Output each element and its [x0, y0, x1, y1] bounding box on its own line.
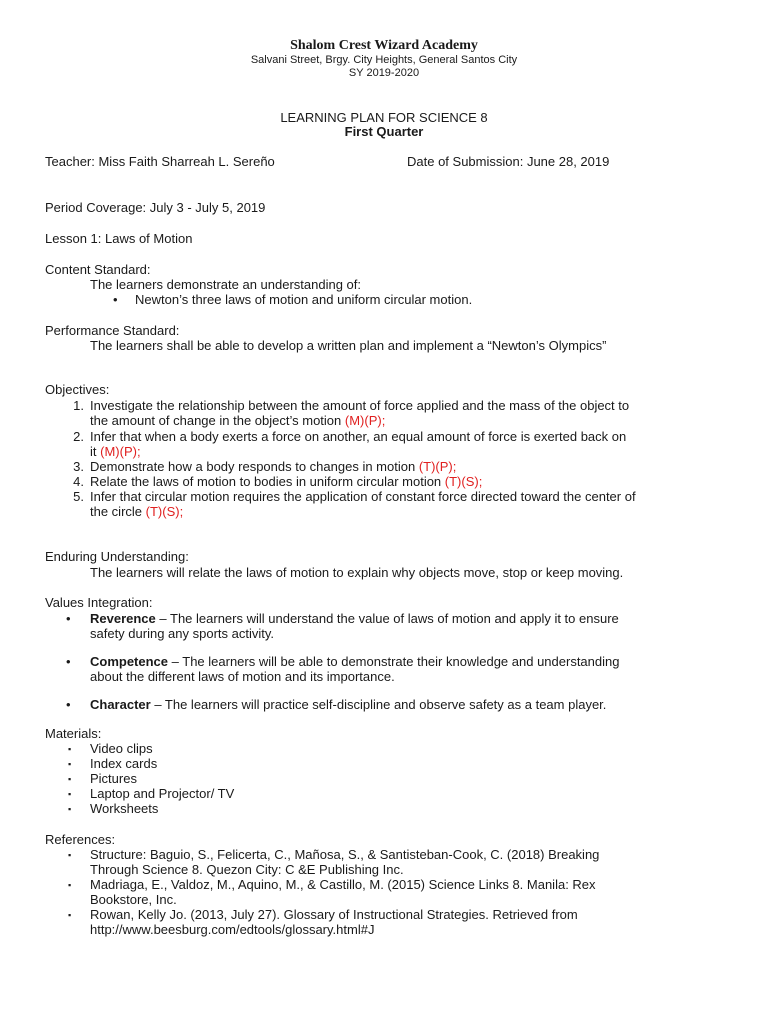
objective-tag: (M)(P);	[100, 444, 141, 459]
lesson-title: Lesson 1: Laws of Motion	[45, 231, 193, 246]
objective-tag: (T)(S);	[444, 474, 483, 489]
square-bullet: ▪	[68, 850, 72, 860]
objective-item: Infer that when a body exerts a force on another, an equal amount of force is exerted back on	[90, 429, 627, 444]
value-item: Competence – The learners will be able to demonstrate their knowledge and understanding	[90, 654, 620, 669]
teacher-line: Teacher: Miss Faith Sharreah L. Sereño	[45, 154, 275, 169]
enduring-label: Enduring Understanding:	[45, 549, 189, 564]
reference-item: Rowan, Kelly Jo. (2013, July 27). Glossary of Instructional Strategies. Retrieved from	[90, 907, 578, 922]
school-year: SY 2019-2020	[348, 67, 420, 79]
bullet-glyph: •	[66, 654, 71, 669]
square-bullet: ▪	[68, 880, 72, 890]
material-item: Video clips	[90, 741, 153, 756]
objective-number: 5.	[73, 489, 84, 504]
square-bullet: ▪	[68, 804, 72, 814]
square-bullet: ▪	[68, 774, 72, 784]
content-standard-label: Content Standard:	[45, 262, 151, 277]
period-coverage: Period Coverage: July 3 - July 5, 2019	[45, 200, 266, 215]
submission-date: Date of Submission: June 28, 2019	[407, 154, 610, 169]
objective-tag: (M)(P);	[344, 413, 386, 428]
material-item: Index cards	[90, 756, 158, 771]
reference-item: Structure: Baguio, S., Felicerta, C., Mañosa, S., & Santisteban-Cook, C. (2018) Breaking	[90, 847, 600, 862]
material-item: Laptop and Projector/ TV	[90, 786, 235, 801]
objective-number: 1.	[73, 398, 84, 413]
quarter-label: First Quarter	[344, 124, 424, 139]
objective-tag: (T)(P);	[418, 459, 457, 474]
references-label: References:	[45, 832, 116, 847]
value-item: Character – The learners will practice self-discipline and observe safety as a team player.	[90, 697, 607, 712]
bullet-glyph: •	[66, 697, 71, 712]
school-address: Salvani Street, Brgy. City Heights, General Santos City	[250, 54, 518, 66]
objectives-label: Objectives:	[45, 382, 110, 397]
objective-number: 4.	[73, 474, 84, 489]
values-label: Values Integration:	[45, 595, 153, 610]
content-standard-intro: The learners demonstrate an understanding of:	[90, 277, 362, 292]
reference-item-cont: Bookstore, Inc.	[90, 892, 177, 907]
square-bullet: ▪	[68, 789, 72, 799]
square-bullet: ▪	[68, 910, 72, 920]
performance-standard-label: Performance Standard:	[45, 323, 180, 338]
objective-item: Investigate the relationship between the amount of force applied and the mass of the object to	[90, 398, 630, 413]
value-term: Character	[90, 697, 151, 712]
reference-item: Madriaga, E., Valdoz, M., Aquino, M., & Castillo, M. (2015) Science Links 8. Manila: Rex	[90, 877, 596, 892]
objective-item: Infer that circular motion requires the application of constant force directed toward the center of	[90, 489, 636, 504]
objective-tag: (T)(S);	[145, 504, 184, 519]
objective-item-cont: the circle (T)(S);	[90, 504, 184, 519]
materials-label: Materials:	[45, 726, 102, 741]
objective-item-cont: the amount of change in the object’s motion (M)(P);	[90, 413, 386, 428]
plan-title: LEARNING PLAN FOR SCIENCE 8	[280, 110, 488, 125]
school-name: Shalom Crest Wizard Academy	[290, 38, 478, 53]
objective-item: Demonstrate how a body responds to changes in motion (T)(P);	[90, 459, 457, 474]
value-term: Competence	[90, 654, 169, 669]
bullet-glyph: •	[113, 292, 118, 307]
enduring-text: The learners will relate the laws of motion to explain why objects move, stop or keep moving.	[90, 565, 624, 580]
material-item: Worksheets	[90, 801, 159, 816]
value-item-cont: safety during any sports activity.	[90, 626, 275, 641]
objective-number: 3.	[73, 459, 84, 474]
objective-item: Relate the laws of motion to bodies in uniform circular motion (T)(S);	[90, 474, 483, 489]
value-term: Reverence	[90, 611, 156, 626]
objective-item-cont: it (M)(P);	[90, 444, 141, 459]
material-item: Pictures	[90, 771, 137, 786]
value-item-cont: about the different laws of motion and its importance.	[90, 669, 395, 684]
objective-number: 2.	[73, 429, 84, 444]
value-item: Reverence – The learners will understand the value of laws of motion and apply it to ensure	[90, 611, 619, 626]
reference-item-cont: Through Science 8. Quezon City: C &E Publishing Inc.	[90, 862, 404, 877]
square-bullet: ▪	[68, 744, 72, 754]
content-standard-bullet: Newton’s three laws of motion and uniform circular motion.	[135, 292, 473, 307]
performance-standard-text: The learners shall be able to develop a written plan and implement a “Newton’s Olympics”	[90, 338, 607, 353]
reference-link[interactable]: http://www.beesburg.com/edtools/glossary.html#J	[90, 922, 375, 937]
square-bullet: ▪	[68, 759, 72, 769]
bullet-glyph: •	[66, 611, 71, 626]
